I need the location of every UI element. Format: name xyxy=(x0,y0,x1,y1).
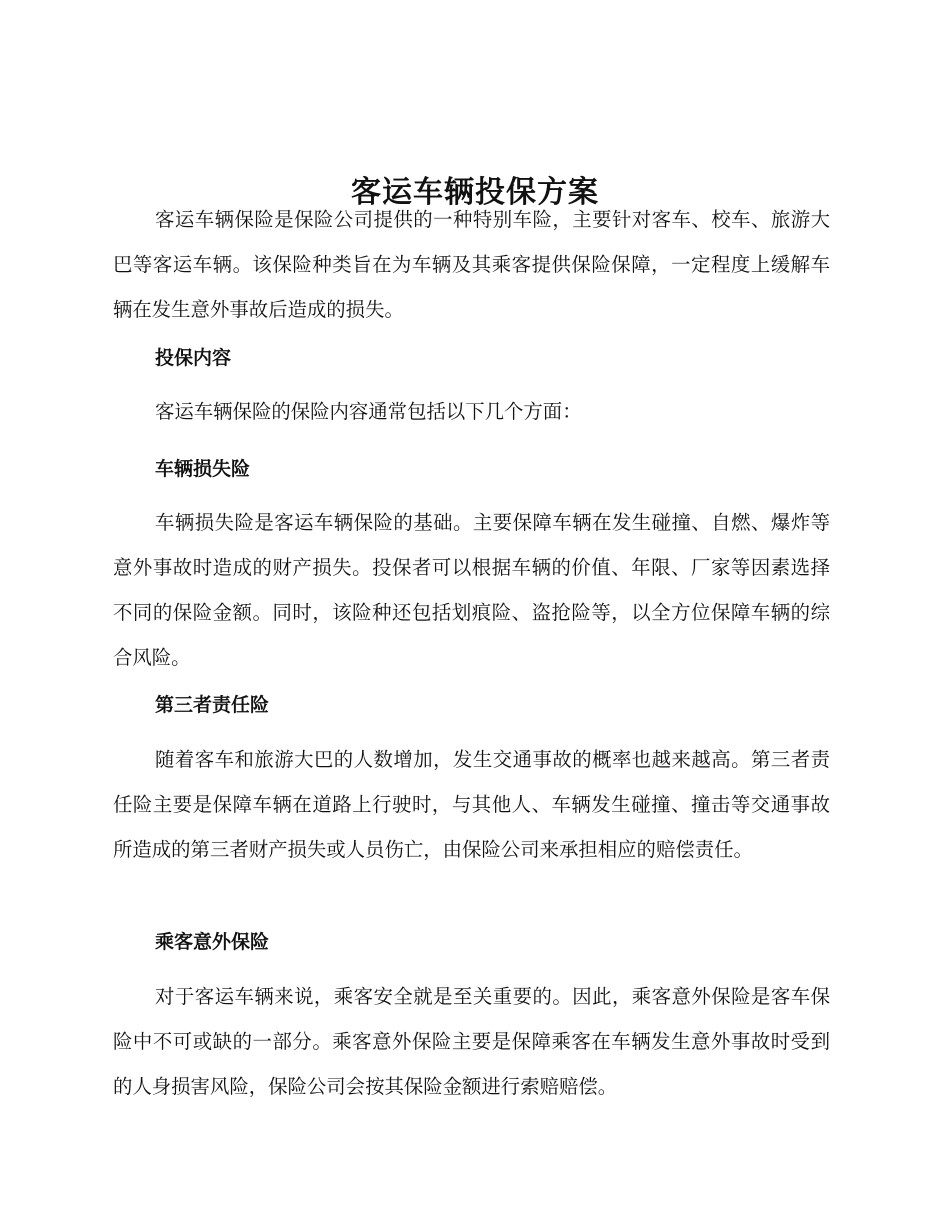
section-heading-vehicle-damage: 车辆损失险 xyxy=(155,458,251,480)
section-text-vehicle-damage: 车辆损失险是客运车辆保险的基础。主要保障车辆在发生碰撞、自燃、爆炸等意外事故时造成的财产损失。投保者可以根据车辆的价值、年限、厂家等因素选择不同的保险金额。同时，该险种还包括划痕险、盗抢险等，以全方位保障车辆的综合风险。 xyxy=(113,511,830,669)
section-heading-third-party: 第三者责任险 xyxy=(155,694,270,716)
section-text-passenger: 对于客运车辆来说，乘客安全就是至关重要的。因此，乘客意外保险是客车保险中不可或缺的一部分。乘客意外保险主要是保障乘客在车辆发生意外事故时受到的人身损害风险，保险公司会按其保险金额进行索赔赔偿。 xyxy=(113,985,830,1098)
section-text-coverage: 客运车辆保险的保险内容通常包括以下几个方面： xyxy=(155,400,582,423)
intro-paragraph: 客运车辆保险是保险公司提供的一种特别车险，主要针对客车、校车、旅游大巴等客运车辆。该保险种类旨在为车辆及其乘客提供保险保障，一定程度上缓解车辆在发生意外事故后造成的损失。 xyxy=(113,208,830,321)
document-title: 客运车辆投保方案 xyxy=(351,175,599,211)
section-heading-coverage: 投保内容 xyxy=(155,347,232,369)
section-heading-passenger: 乘客意外保险 xyxy=(155,931,270,953)
section-text-third-party: 随着客车和旅游大巴的人数增加，发生交通事故的概率也越来越高。第三者责任险主要是保障车辆在道路上行驶时，与其他人、车辆发生碰撞、撞击等交通事故所造成的第三者财产损失或人员伤亡，由保险公司来承担相应的赔偿责任。 xyxy=(113,748,830,861)
